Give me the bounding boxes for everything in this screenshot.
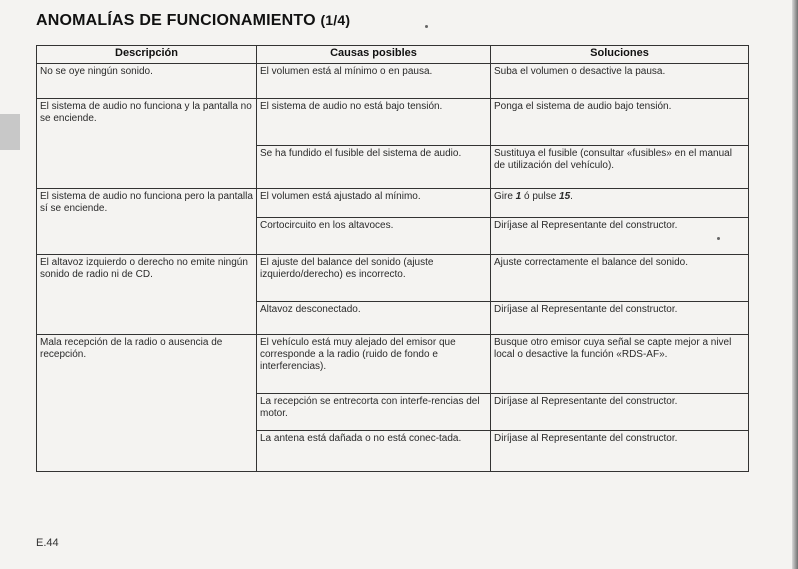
table-row xyxy=(37,99,749,146)
solution-cell: Diríjase al Representante del constructor. xyxy=(491,218,749,255)
troubleshooting-table xyxy=(36,45,749,472)
section-tab-marker xyxy=(0,114,20,150)
solution-cell: Ajuste correctamente el balance del sonido. xyxy=(491,255,749,302)
solution-text-post: . xyxy=(570,191,573,202)
cause-cell: El vehículo está muy alejado del emisor que corresponde a la radio (ruido de fondo e interferencias). xyxy=(257,335,491,394)
solution-cell xyxy=(491,189,749,218)
description-cell: No se oye ningún sonido. xyxy=(37,64,257,99)
description-cell: El altavoz izquierdo o derecho no emite ningún sonido de radio ni de CD. xyxy=(37,255,257,335)
description-cell: El sistema de audio no funciona y la pantalla no se enciende. xyxy=(37,99,257,189)
page-edge-shadow xyxy=(792,0,798,569)
description-cell: Mala recepción de la radio o ausencia de recepción. xyxy=(37,335,257,472)
cause-cell: El volumen está al mínimo o en pausa. xyxy=(257,64,491,99)
cause-cell: El ajuste del balance del sonido (ajuste izquierdo/derecho) es incorrecto. xyxy=(257,255,491,302)
cause-cell: El volumen está ajustado al mínimo. xyxy=(257,189,491,218)
solution-cell: Diríjase al Representante del constructor. xyxy=(491,394,749,431)
solution-key-15: 15 xyxy=(559,191,571,202)
column-header-solutions: Soluciones xyxy=(491,46,749,64)
table-row xyxy=(37,255,749,302)
page-title-part: (1/4) xyxy=(320,12,351,28)
table-row xyxy=(37,64,749,99)
solution-cell: Ponga el sistema de audio bajo tensión. xyxy=(491,99,749,146)
cause-cell: Altavoz desconectado. xyxy=(257,302,491,335)
cause-cell: La recepción se entrecorta con interfe-rencias del motor. xyxy=(257,394,491,431)
solution-cell: Sustituya el fusible (consultar «fusibles» en el manual de utilización del vehículo). xyxy=(491,146,749,189)
column-header-causes: Causas posibles xyxy=(257,46,491,64)
description-cell: El sistema de audio no funciona pero la pantalla sí se enciende. xyxy=(37,189,257,255)
table-row xyxy=(37,335,749,394)
page-title xyxy=(36,12,350,30)
page-title-text: ANOMALÍAS DE FUNCIONAMIENTO xyxy=(36,12,316,29)
table-row xyxy=(37,189,749,218)
solution-text-pre: Gire xyxy=(494,191,516,202)
cause-cell: Cortocircuito en los altavoces. xyxy=(257,218,491,255)
cause-cell: Se ha fundido el fusible del sistema de audio. xyxy=(257,146,491,189)
solution-cell: Suba el volumen o desactive la pausa. xyxy=(491,64,749,99)
page-number: E.44 xyxy=(36,537,59,549)
table-header-row xyxy=(37,46,749,64)
solution-cell: Diríjase al Representante del constructor. xyxy=(491,431,749,472)
solution-key-1: 1 xyxy=(515,191,522,202)
solution-cell: Diríjase al Representante del constructor. xyxy=(491,302,749,335)
speck-mark xyxy=(425,25,428,28)
cause-cell: El sistema de audio no está bajo tensión. xyxy=(257,99,491,146)
solution-text-mid: ó pulse xyxy=(521,191,560,202)
column-header-description: Descripción xyxy=(37,46,257,64)
cause-cell: La antena está dañada o no está conec-tada. xyxy=(257,431,491,472)
solution-cell: Busque otro emisor cuya señal se capte mejor a nivel local o desactive la función «RDS-AF». xyxy=(491,335,749,394)
